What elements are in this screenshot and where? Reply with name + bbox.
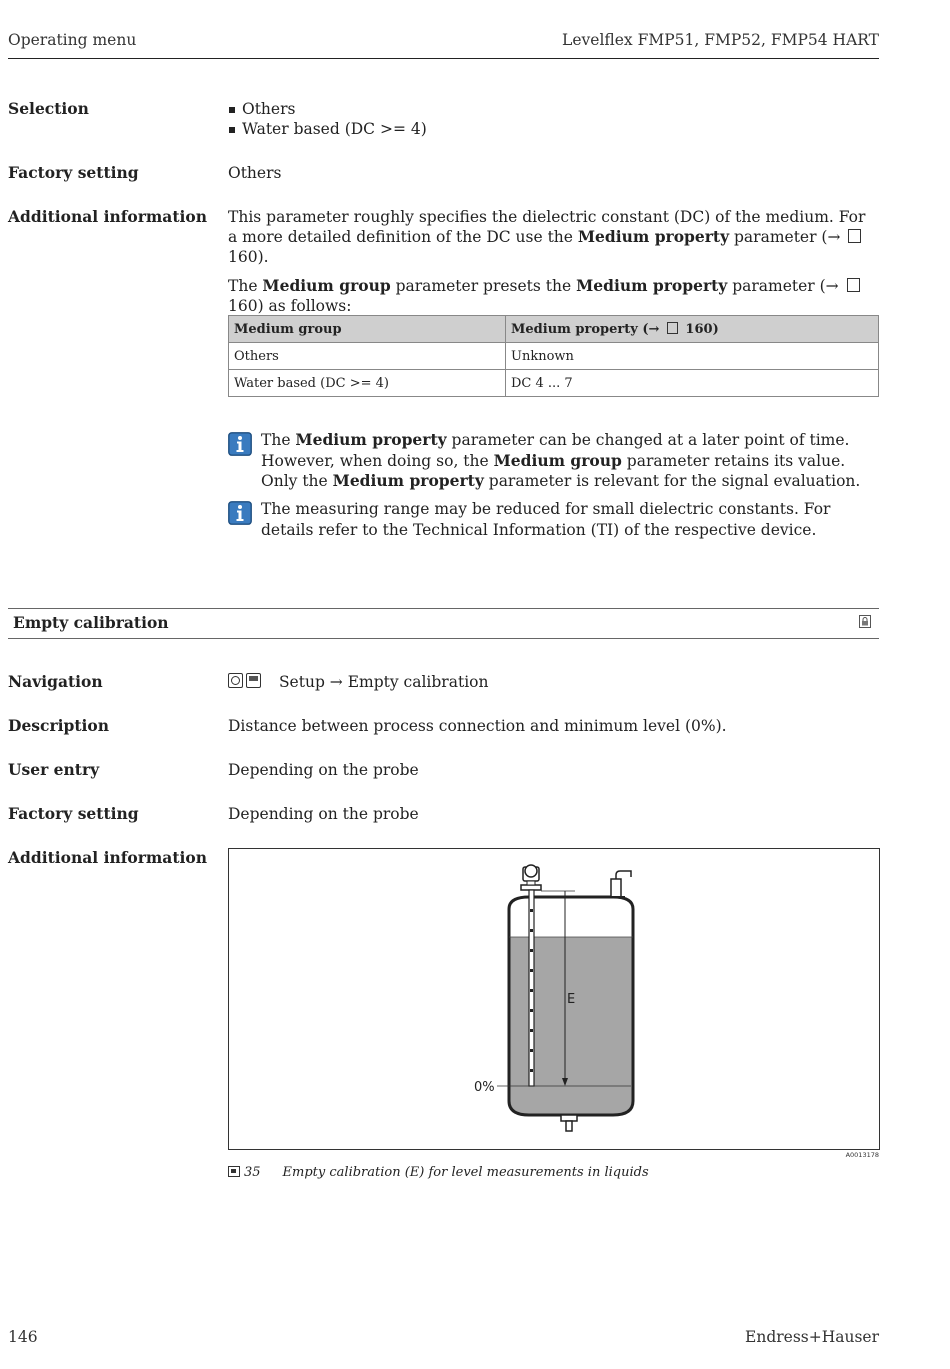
factory-setting-value: Depending on the probe	[228, 805, 419, 823]
factory-setting-value: Others	[228, 164, 282, 182]
probe-flange	[521, 885, 541, 890]
navigation-value	[228, 672, 879, 692]
info-note-text: The Medium property parameter can be changed at a later point of time. However, when doing so, the Medium group parameter retains its value. Only the Medium property parameter is relevant for the signal evaluation.	[261, 430, 861, 490]
selection-option: Water based (DC >= 4)	[228, 119, 879, 139]
table-cell: DC 4 ... 7	[506, 370, 879, 397]
figure-number: 35	[244, 1165, 261, 1180]
additional-info-text	[228, 207, 879, 325]
navigation-label: Navigation	[8, 672, 103, 691]
page-link[interactable]: 160) as follows:	[228, 297, 352, 315]
info-icon	[228, 501, 252, 525]
info-paragraph: This parameter roughly specifies the dielectric constant (DC) of the medium. For a more detailed definition of the DC use the Medium property parameter (→ 160).	[228, 208, 866, 266]
nozzle-pipe	[616, 871, 631, 879]
user-entry-label: User entry	[8, 760, 100, 779]
description-label: Description	[8, 716, 110, 735]
section-top-rule	[8, 608, 879, 609]
section-bottom-rule	[8, 638, 879, 639]
figure-caption-text: Empty calibration (E) for level measurements in liquids	[282, 1165, 649, 1180]
table-header-cell: Medium group	[229, 316, 506, 343]
probe-connection	[527, 881, 535, 885]
selection-option: Others	[228, 99, 879, 119]
table-row	[229, 370, 879, 397]
tank-diagram	[229, 849, 879, 1149]
page-link[interactable]: 160).	[228, 248, 269, 266]
header-product-title: Levelflex FMP51, FMP52, FMP54 HART	[562, 31, 879, 49]
table-cell: Others	[229, 343, 506, 370]
factory-setting-label: Factory setting	[8, 804, 139, 823]
page-ref-icon	[848, 229, 861, 243]
liquid-fill	[509, 937, 633, 1115]
bottom-outlet	[561, 1115, 577, 1121]
additional-info-label: Additional information	[8, 207, 208, 226]
selection-label: Selection	[8, 99, 89, 118]
label-e: E	[567, 992, 576, 1007]
operating-tool-icon	[246, 673, 261, 688]
figure-id: A0013178	[845, 1151, 879, 1159]
table-row	[229, 343, 879, 370]
header-rule	[8, 58, 879, 59]
info-icon	[228, 432, 252, 456]
info-paragraph: The Medium group parameter presets the Medium property parameter (→ 160) as follows:	[228, 276, 879, 316]
expert-menu-icon	[228, 673, 243, 688]
footer-brand: Endress+Hauser	[745, 1328, 879, 1346]
header-section-title: Operating menu	[8, 31, 137, 49]
bottom-flange	[566, 1121, 572, 1131]
table-header-cell: Medium property (→ 160)	[506, 316, 879, 343]
medium-group-table	[228, 315, 879, 397]
table-header-row	[229, 316, 879, 343]
figure-icon	[228, 1166, 240, 1177]
probe-head-cap	[525, 865, 537, 877]
lock-icon	[859, 615, 871, 628]
section-title: Empty calibration	[13, 613, 169, 632]
tank-figure	[228, 848, 880, 1150]
info-note-text: The measuring range may be reduced for small dielectric constants. For details refer to the Technical Information (TI) of the respective device.	[261, 500, 831, 539]
label-zero-percent: 0%	[474, 1080, 495, 1095]
figure-caption	[228, 1165, 649, 1180]
description-value: Distance between process connection and minimum level (0%).	[228, 717, 727, 735]
side-nozzle	[611, 879, 621, 897]
additional-info-label: Additional information	[8, 848, 208, 867]
table-cell: Water based (DC >= 4)	[229, 370, 506, 397]
probe-rod	[529, 890, 534, 1086]
selection-options	[228, 99, 879, 139]
table-cell: Unknown	[506, 343, 879, 370]
factory-setting-label: Factory setting	[8, 163, 139, 182]
page-ref-icon	[667, 322, 678, 334]
user-entry-value: Depending on the probe	[228, 761, 419, 779]
page-ref-icon	[847, 278, 860, 292]
page-number: 146	[8, 1328, 38, 1346]
navigation-path: Setup → Empty calibration	[278, 673, 489, 691]
